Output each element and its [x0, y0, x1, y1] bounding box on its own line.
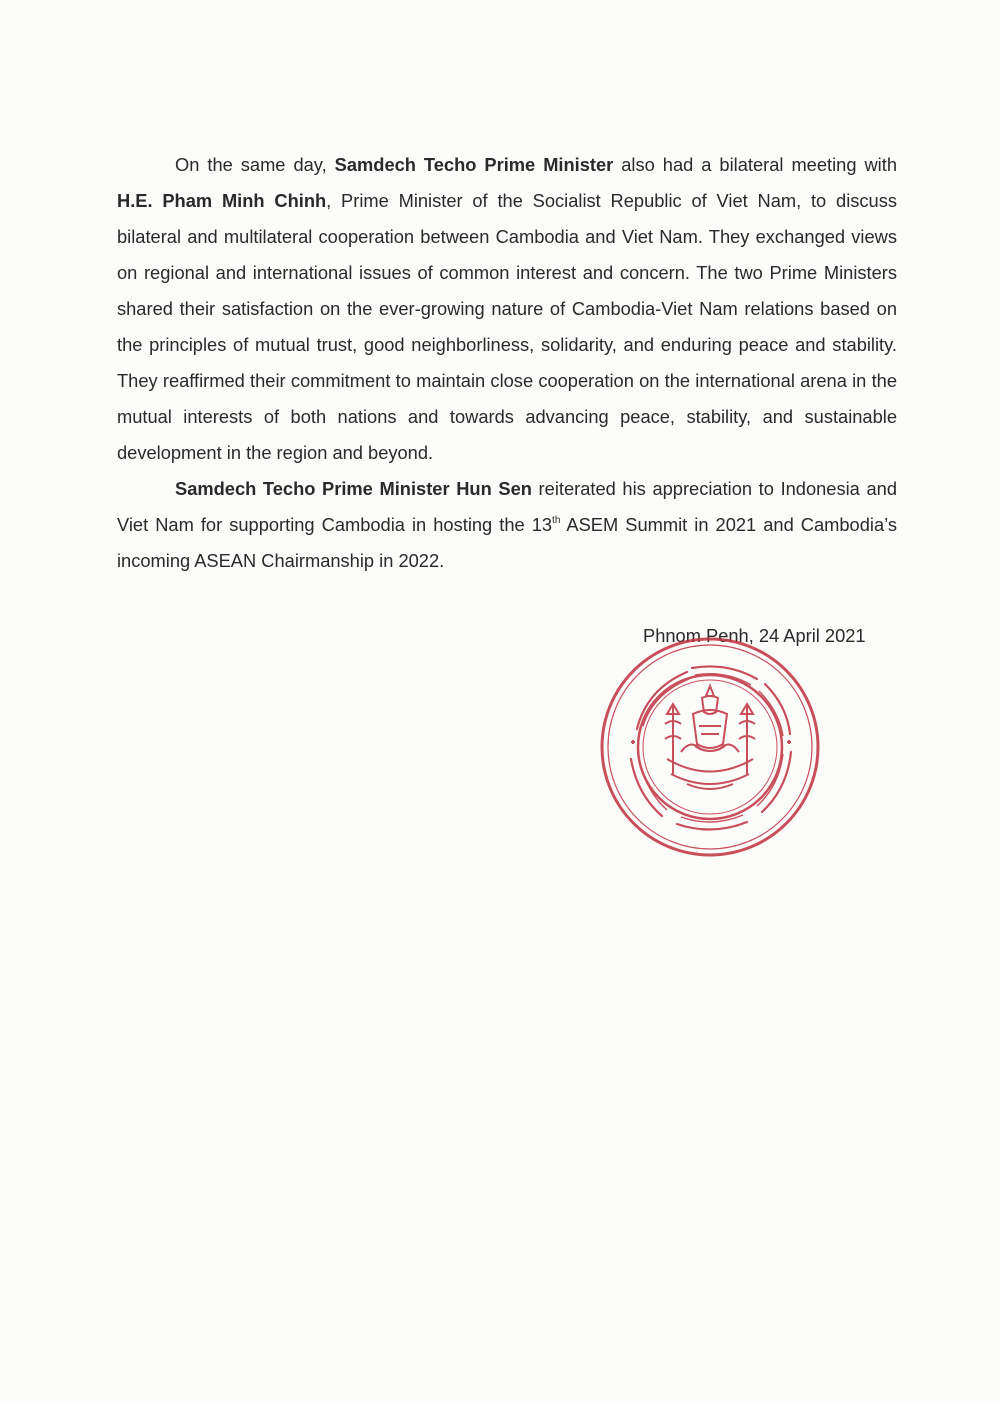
paragraph-1-bold-2: H.E. Pham Minh Chinh: [117, 190, 327, 211]
paragraph-2-text-2: ASEM Summit in 2021 and Cambodia’s incoming ASEAN Chairmanship in 2022.: [117, 514, 897, 571]
ordinal-superscript: th: [552, 514, 561, 526]
paragraph-1-text-2: also had a bilateral meeting with: [613, 154, 897, 175]
paragraph-2-text-1: reiterated his appreciation to Indonesia and Viet Nam for supporting Cambodia in hosting the 13: [117, 478, 897, 535]
paragraph-1-text-3: , Prime Minister of the Socialist Republic of Viet Nam, to discuss bilateral and multilateral cooperation between Cambodia and Viet Nam. They exchanged views on regional and international issues of common interest and concern. The two Prime Ministers shared their satisfaction on the ever-growing nature of Cambodia-Viet Nam relations based on the principles of mutual trust, good neighborliness, solidarity, and enduring peace and stability. They reaffirmed their commitment to maintain close cooperation on the international arena in the mutual interests of both nations and towards advancing peace, stability, and sustainable development in the region and beyond.: [117, 190, 897, 463]
paragraph-2-bold-1: Samdech Techo Prime Minister Hun Sen: [175, 478, 532, 499]
paragraph-2: [117, 471, 897, 579]
document-body: [117, 147, 897, 579]
paragraph-1-text-1: On the same day,: [175, 154, 335, 175]
paragraph-1: [117, 147, 897, 471]
paragraph-1-bold-1: Samdech Techo Prime Minister: [334, 154, 614, 175]
official-seal-icon: [597, 634, 823, 860]
place-date-signoff: Phnom Penh, 24 April 2021: [643, 625, 866, 646]
